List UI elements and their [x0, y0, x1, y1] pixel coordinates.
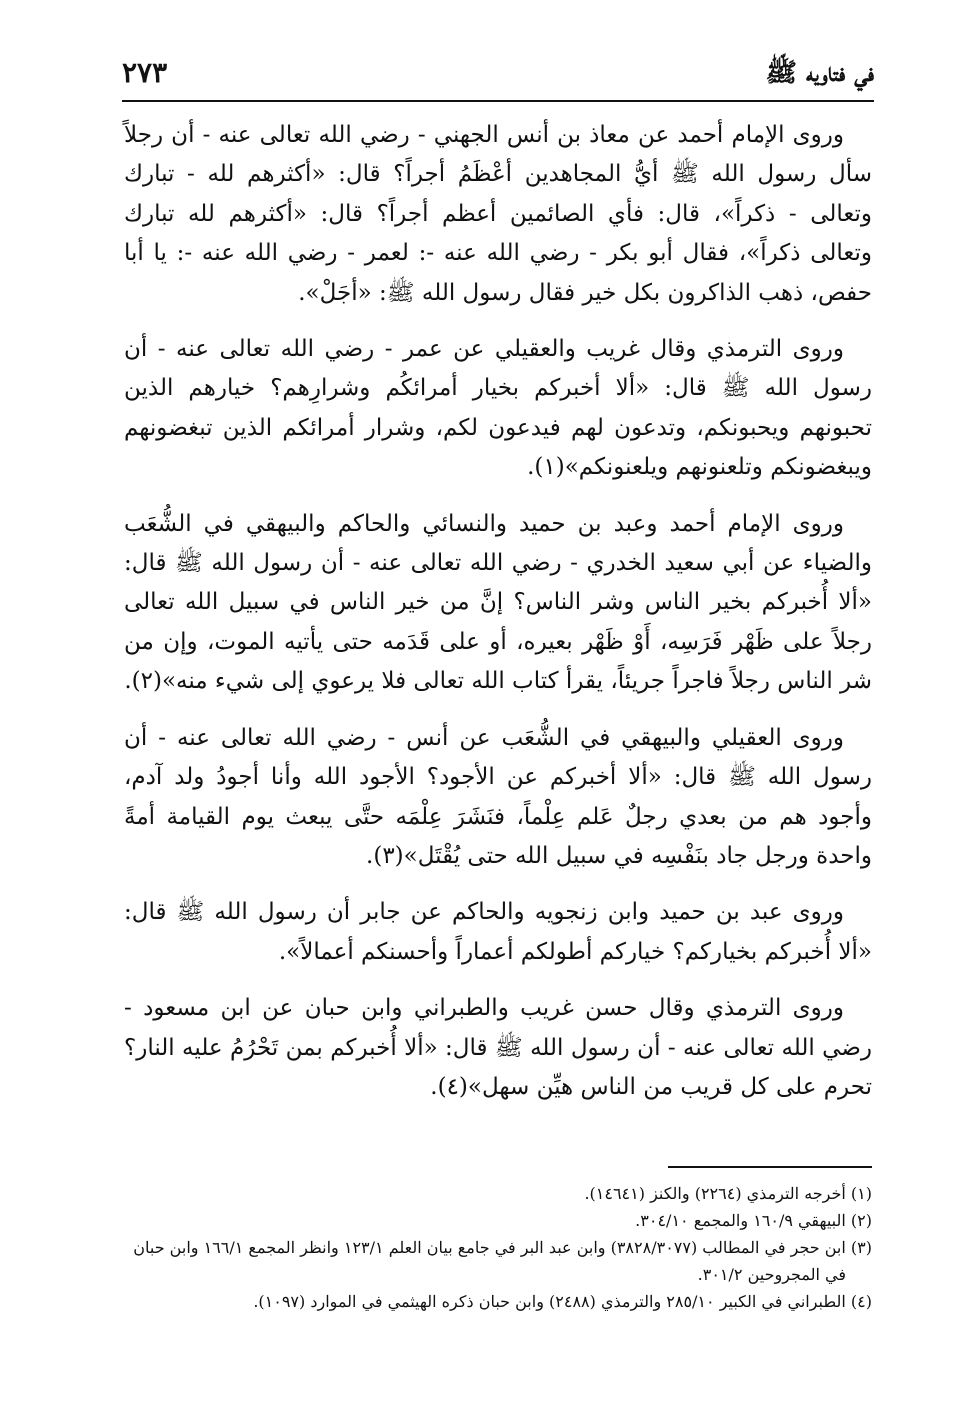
- paragraph-1: وروى الإمام أحمد عن معاذ بن أنس الجهني - رضي الله تعالى عنه - أن رجلاً سأل رسول الله ﷺ أيُّ المجاهدين أعْظَمُ أجراً؟ قال: «أكثرهم لله - تبارك وتعالى - ذكراً»، قال: فأي الصائمين أعظم أجراً؟ قال: «أكثرهم لله تبارك وتعالى ذكراً»، فقال أبو بكر - رضي الله عنه -: لعمر - رضي الله عنه -: يا أبا حفص، ذهب الذاكرون بكل خير فقال رسول الله ﷺ: «أجَلْ».: [124, 122, 872, 306]
- footnote-2: (٢) البيهقي ١٦٠/٩ والمجمع ٣٠٤/١٠.: [635, 1211, 872, 1230]
- footnote-separator: [668, 1166, 872, 1168]
- page-number: ٢٧٣: [122, 56, 168, 89]
- paragraph-6: وروى الترمذي وقال حسن غريب والطبراني وابن حبان عن ابن مسعود - رضي الله تعالى عنه - أن رسول الله ﷺ قال: «ألا أُخبركم بمن تَحْرُمُ عليه النار؟ تحرم على كل قريب من الناس هيِّن سهل»(٤).: [124, 995, 872, 1100]
- footnote-3: (٣) ابن حجر في المطالب (٣٨٢٨/٣٠٧٧) وابن عبد البر في جامع بيان العلم ١٢٣/١ وانظر المجمع ١٦٦/١ وابن حبان في المجروحين ٣٠١/٢.: [133, 1238, 872, 1284]
- running-title: في فتاويه ﷺ: [765, 58, 874, 88]
- paragraph-4: وروى العقيلي والبيهقي في الشُّعَب عن أنس - رضي الله تعالى عنه - أن رسول الله ﷺ قال: «ألا أخبركم عن الأجود؟ الأجود الله وأنا أجودُ ولد آدم، وأجود هم من بعدي رجلٌ عَلم عِلْماً، فنَشَرَ عِلْمَه حتَّى يبعث يوم القيامة أمةً واحدة ورجل جاد بنَفْسِه في سبيل الله حتى يُقْتَل»(٣).: [124, 724, 872, 869]
- header-rule: [122, 100, 874, 102]
- paragraph-3: وروى الإمام أحمد وعبد بن حميد والنسائي والحاكم والبيهقي في الشُّعَب والضياء عن أبي سعيد الخدري - رضي الله تعالى عنه - أن رسول الله ﷺ قال: «ألا أُخبركم بخير الناس وشر الناس؟ إنَّ من خير الناس في سبيل الله تعالى رجلاً على ظَهْر فَرَسِه، أَوْ ظَهْر بعيره، أو على قَدَمه حتى يأتيه الموت، وإن من شر الناس رجلاً فاجراً جريئاً، يقرأ كتاب الله تعالى فلا يرعوي إلى شيء منه»(٢).: [124, 510, 872, 695]
- footnote-1: (١) أخرجه الترمذي (٢٢٦٤) والكنز (١٤٦٤١).: [584, 1184, 872, 1203]
- paragraph-5: وروى عبد بن حميد وابن زنجويه والحاكم عن جابر أن رسول الله ﷺ قال: «ألا أُخبركم بخياركم؟ خياركم أطولكم أعماراً وأحسنكم أعمالاً».: [124, 899, 872, 965]
- page-header: [122, 56, 874, 100]
- main-text: [124, 116, 872, 1124]
- paragraph-2: وروى الترمذي وقال غريب والعقيلي عن عمر - رضي الله تعالى عنه - أن رسول الله ﷺ قال: «ألا أخبركم بخيار أمرائكُم وشرارِهم؟ خيارهم الذين تحبونهم ويحبونكم، وتدعون لهم فيدعون لكم، وشرار أمرائكم الذين تبغضونهم ويبغضونكم وتلعنونهم ويلعنونكم»(١).: [124, 336, 872, 481]
- footnote-4: (٤) الطبراني في الكبير ٢٨٥/١٠ والترمذي (٢٤٨٨) وابن حبان ذكره الهيثمي في الموارد (١٠٩٧).: [253, 1292, 872, 1311]
- footnotes: [124, 1180, 872, 1315]
